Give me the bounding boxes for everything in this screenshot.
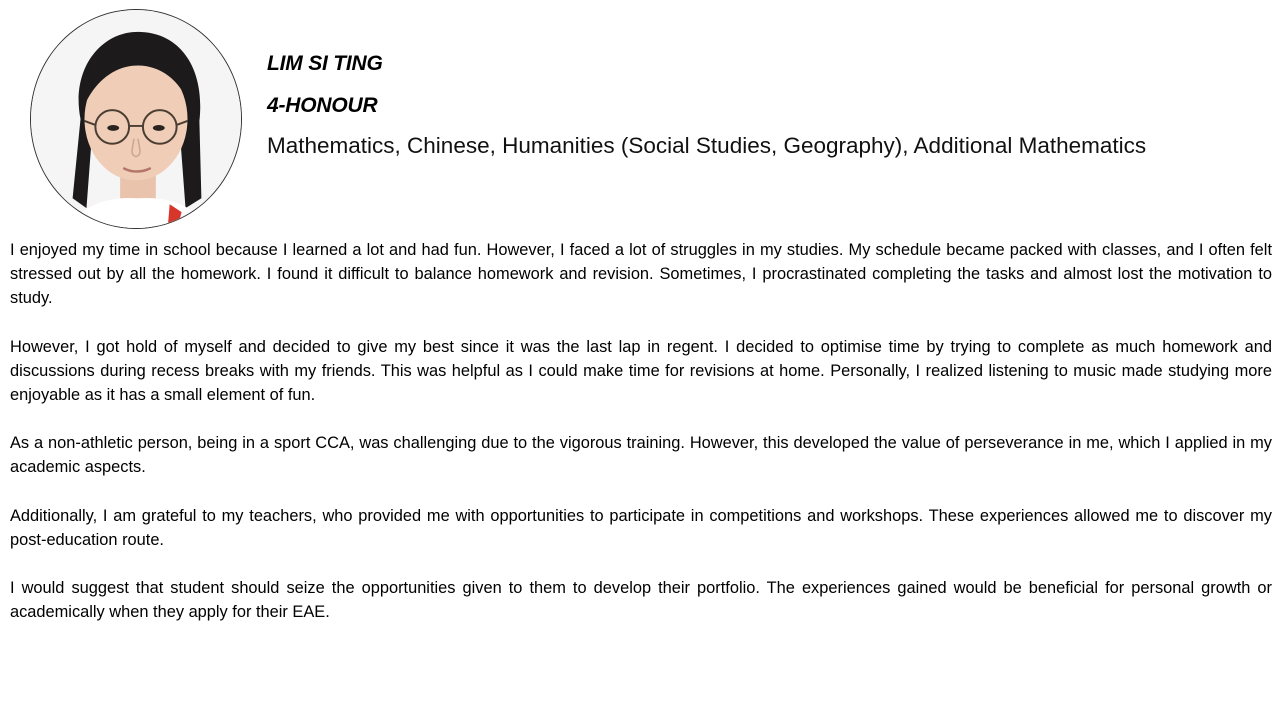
testimonial-paragraph: I enjoyed my time in school because I learned a lot and had fun. However, I faced a lot of struggles in my studies. My schedule became packed with classes, and I often felt stressed out by all the homework. I found it difficult to balance homework and revision. Sometimes, I procrastinated completing the tasks and almost lost the motivation to study. [10, 241, 1272, 308]
student-subjects: Mathematics, Chinese, Humanities (Social Studies, Geography), Additional Mathematics [267, 133, 1147, 158]
student-class: 4-HONOUR [267, 94, 378, 117]
student-name: LIM SI TING [267, 52, 383, 75]
testimonial-text [10, 238, 1272, 624]
testimonial-paragraph: However, I got hold of myself and decided to give my best since it was the last lap in regent. I decided to optimise time by trying to complete as much homework and discussions during recess breaks with my friends. This was helpful as I could make time for revisions at home. Personally, I realized listening to music made studying more enjoyable as it has a small element of fun. [10, 337, 1272, 405]
testimonial-paragraph: As a non-athletic person, being in a sport CCA, was challenging due to the vigorous training. However, this developed the value of perseverance in me, which I applied in my academic aspects. [10, 434, 1272, 477]
testimonial-paragraph: I would suggest that student should seize the opportunities given to them to develop their portfolio. The experiences gained would be beneficial for personal growth or academically when they apply for their EAE. [10, 579, 1272, 622]
student-photo [30, 9, 242, 229]
portrait-illustration [31, 10, 241, 228]
testimonial-paragraph: Additionally, I am grateful to my teachers, who provided me with opportunities to participate in competitions and workshops. These experiences allowed me to discover my post-education route. [10, 506, 1272, 549]
